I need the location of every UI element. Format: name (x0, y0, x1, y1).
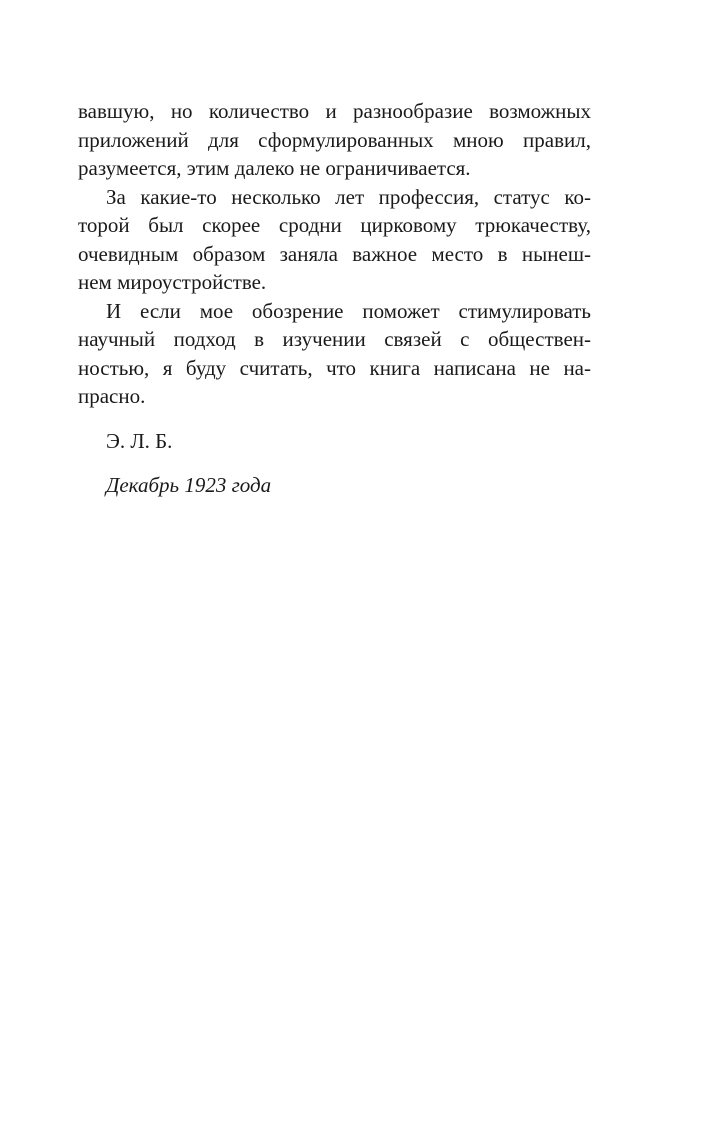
text-line: ностью, я буду считать, что книга написана не на- (78, 355, 591, 380)
text-line: приложений для сформулированных мною правил, (78, 127, 591, 152)
paragraph-continuation (78, 97, 591, 183)
text-line: очевидным образом заняла важное место в нынеш- (78, 241, 591, 266)
text-line: прасно. (78, 384, 146, 408)
paragraph-profession (78, 183, 591, 297)
text-line: вавшую, но количество и разнообразие возможных (78, 99, 591, 123)
text-line: За какие-то несколько лет профессия, статус ко- (106, 184, 591, 209)
text-line: нем мироустройстве. (78, 270, 267, 294)
text-line: И если мое обозрение поможет стимулировать (106, 298, 591, 323)
text-line: научный подход в изучении связей с обществен- (78, 327, 591, 351)
text-line: разумеется, этим далеко не ограничивается. (78, 156, 471, 180)
paragraph-conclusion (78, 297, 591, 411)
page-body (78, 97, 591, 499)
text-line: торой был скорее сродни цирковому трюкачеству, (78, 213, 591, 237)
author-initials: Э. Л. Б. (106, 428, 173, 453)
preface-date: Декабрь 1923 года (106, 472, 272, 497)
